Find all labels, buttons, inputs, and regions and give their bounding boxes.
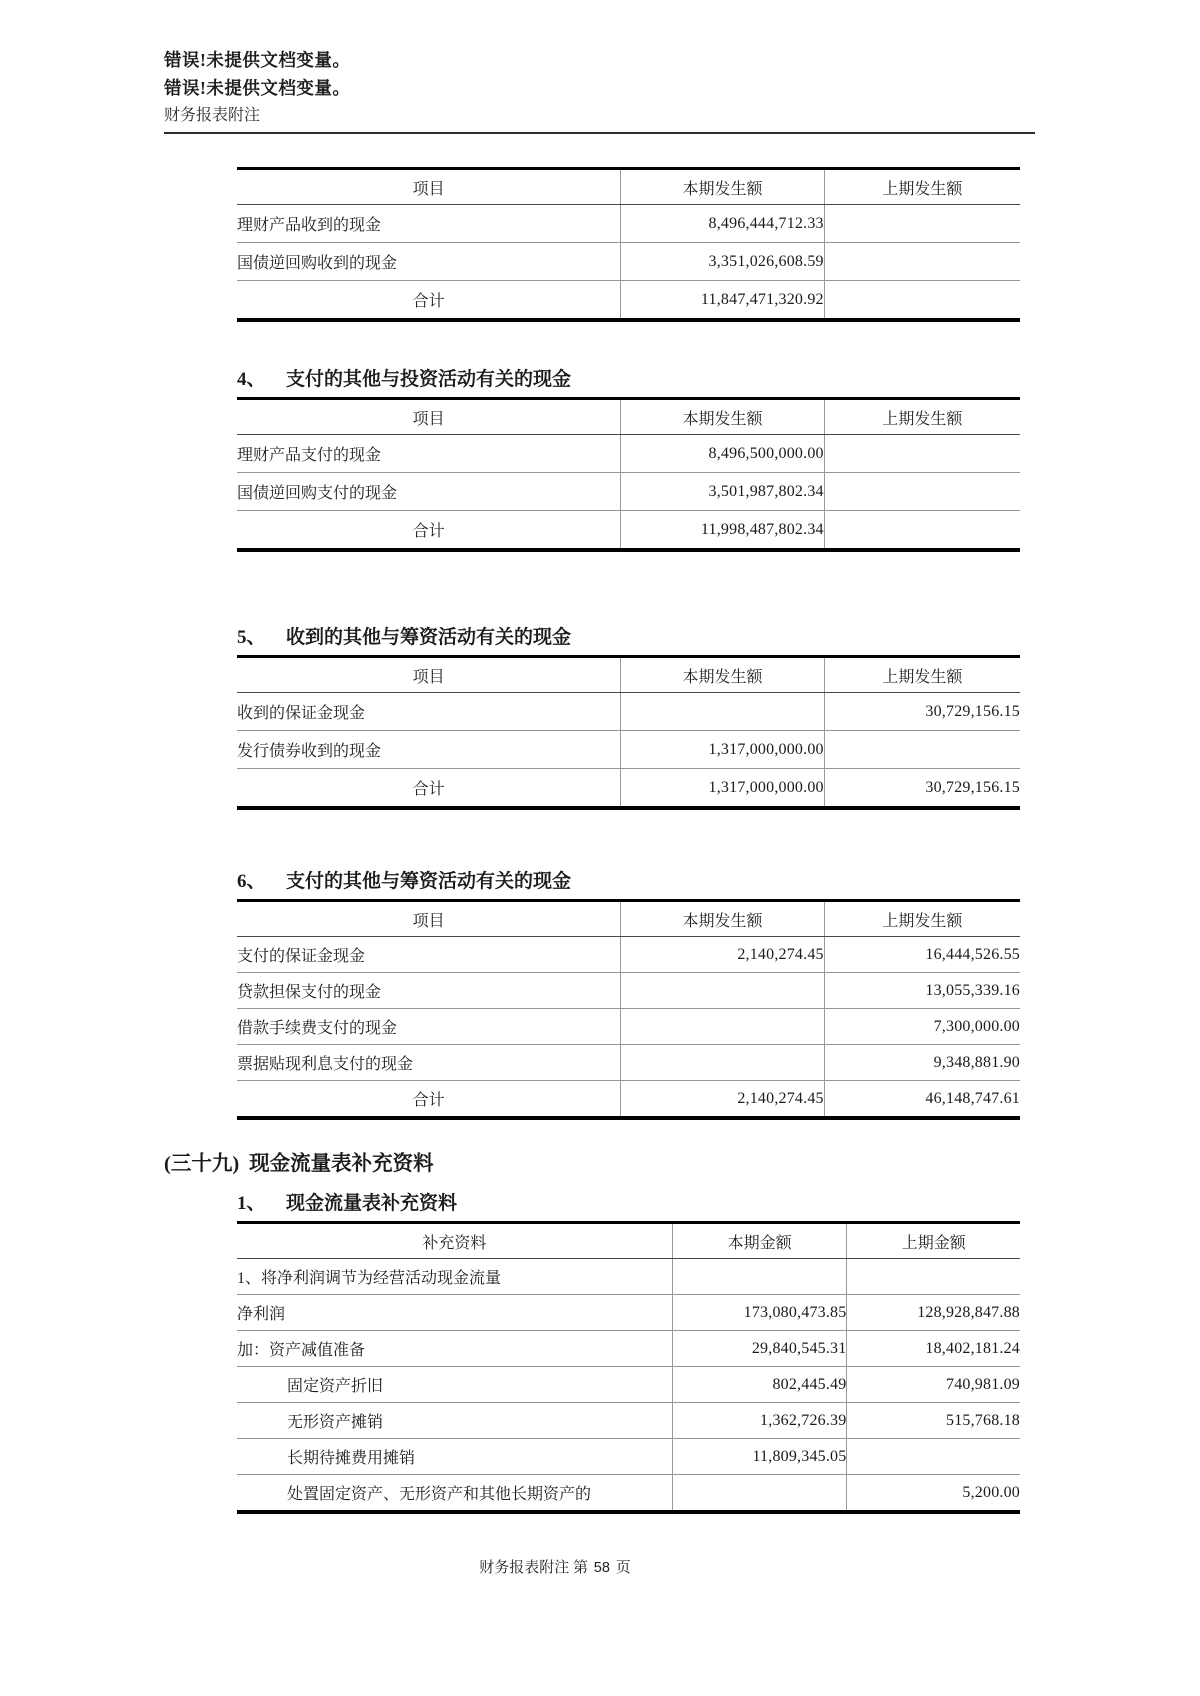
cell-prior-value [824,435,1020,473]
cell-current-value [672,1259,847,1295]
cell-prior-value: 30,729,156.15 [824,769,1020,809]
table-total-row [237,281,1020,321]
cell-total-label: 合计 [237,1081,621,1119]
table-header-row [237,1223,1020,1259]
cell-prior-value: 46,148,747.61 [824,1081,1020,1119]
cell-current-value [621,1009,825,1045]
cell-current-value: 173,080,473.85 [672,1295,847,1331]
table-row [237,1331,1020,1367]
cell-prior-value: 16,444,526.55 [824,937,1020,973]
cell-item-label: 长期待摊费用摊销 [237,1439,672,1475]
cell-prior-value: 7,300,000.00 [824,1009,1020,1045]
cell-prior-value [824,243,1020,281]
cell-item-label: 处置固定资产、无形资产和其他长期资产的 [237,1475,672,1513]
section-heading-39 [164,1146,1200,1176]
table-row [237,973,1020,1009]
table-header-row [237,657,1020,693]
column-header-current-period: 本期发生额 [621,901,825,937]
cell-prior-value: 128,928,847.88 [847,1295,1020,1331]
column-header-item: 项目 [237,901,621,937]
table-row [237,473,1020,511]
cell-current-value: 11,998,487,802.34 [621,511,825,551]
table-other-cash-received-financing [237,655,1020,810]
cell-current-value [672,1475,847,1513]
table-header-row [237,399,1020,435]
cell-item-label: 借款手续费支付的现金 [237,1009,621,1045]
cell-current-value: 11,847,471,320.92 [621,281,825,321]
cell-item-label: 票据贴现利息支付的现金 [237,1045,621,1081]
cell-item-label: 理财产品支付的现金 [237,447,382,465]
footer-label: 财务报表附注 第 [479,1560,589,1577]
cell-current-value: 2,140,274.45 [621,1081,825,1119]
section-title: 现金流量表补充资料 [249,1153,434,1176]
cell-prior-value: 9,348,881.90 [824,1045,1020,1081]
cell-current-value: 3,351,026,608.59 [621,243,825,281]
table-total-row [237,511,1020,551]
table-header-row [237,169,1020,205]
cell-current-value [621,973,825,1009]
cell-total-label: 合计 [237,511,621,551]
page-footer [0,1556,1110,1577]
section-title: 收到的其他与筹资活动有关的现金 [286,627,572,649]
cell-current-value: 3,501,987,802.34 [621,473,825,511]
cell-item-label: 国债逆回购收到的现金 [237,243,621,281]
table-row [237,937,1020,973]
table-row [237,1367,1020,1403]
table-row [237,1045,1020,1081]
cell-prior-value [824,473,1020,511]
cell-item-label: 支付的保证金现金 [237,948,366,966]
cell-current-value: 11,809,345.05 [672,1439,847,1475]
table-row [237,1403,1020,1439]
column-header-prior-period: 上期发生额 [824,169,1020,205]
cell-item-label: 发行债券收到的现金 [237,731,621,769]
table-total-row [237,1081,1020,1119]
cell-item-label: 国债逆回购支付的现金 [237,473,621,511]
cell-total-label: 合计 [237,769,621,809]
cell-current-value: 29,840,545.31 [672,1331,847,1367]
cell-prior-value [824,205,1020,243]
column-header-prior-period: 上期发生额 [824,399,1020,435]
page-header [164,0,1200,128]
header-subtitle: 财务报表附注 [164,106,261,124]
cell-prior-value: 13,055,339.16 [824,973,1020,1009]
column-header-item: 项目 [237,169,621,205]
section-number: 5、 [237,627,266,649]
table-cash-flow-supplement [237,1221,1020,1514]
cell-item-label: 理财产品收到的现金 [237,217,382,235]
cell-item-label: 加：资产减值准备 [237,1331,672,1367]
table-row [237,693,1020,731]
section-title: 现金流量表补充资料 [286,1193,458,1215]
section-number: 6、 [237,871,266,893]
section-heading-5 [237,622,1020,649]
column-header-prior-period: 上期发生额 [824,657,1020,693]
cell-prior-value [824,511,1020,551]
column-header-current-period: 本期发生额 [621,657,825,693]
cell-item-label: 固定资产折旧 [237,1367,672,1403]
table-row [237,1259,1020,1295]
header-divider-line [164,132,1035,134]
cell-item-label: 1、将净利润调节为经营活动现金流量 [237,1270,502,1288]
column-header-item: 项目 [237,399,621,435]
column-header-prior-period: 上期金额 [847,1223,1020,1259]
section-title: 支付的其他与筹资活动有关的现金 [286,871,572,893]
section-number: 1、 [237,1193,266,1215]
cell-item-label: 净利润 [237,1295,672,1331]
cell-prior-value [847,1259,1020,1295]
cell-item-label: 贷款担保支付的现金 [237,973,621,1009]
section-title: 支付的其他与投资活动有关的现金 [286,369,572,391]
column-header-current-period: 本期发生额 [621,399,825,435]
cell-prior-value: 515,768.18 [847,1403,1020,1439]
cell-total-label: 合计 [237,281,621,321]
cell-prior-value: 30,729,156.15 [824,693,1020,731]
doc-variable-error-line-1: 错误!未提供文档变量。 [164,50,351,70]
cell-prior-value: 5,200.00 [847,1475,1020,1513]
table-other-cash-paid-financing [237,899,1020,1120]
cell-item-label: 收到的保证金现金 [237,705,366,723]
table-header-row [237,901,1020,937]
table-row [237,731,1020,769]
cell-current-value: 802,445.49 [672,1367,847,1403]
subsection-heading-1 [237,1188,1020,1215]
cell-prior-value: 18,402,181.24 [847,1331,1020,1367]
column-header-prior-period: 上期发生额 [824,901,1020,937]
table-total-row [237,769,1020,809]
table-other-cash-paid-investing [237,397,1020,552]
cell-current-value [621,1045,825,1081]
cell-current-value: 1,362,726.39 [672,1403,847,1439]
doc-variable-error-line-2: 错误!未提供文档变量。 [164,78,351,99]
footer-label-suffix: 页 [615,1560,631,1577]
section-heading-6 [237,866,1020,893]
column-header-current-period: 本期金额 [672,1223,847,1259]
column-header-item: 补充资料 [237,1223,672,1259]
cell-prior-value [824,281,1020,321]
cell-prior-value [847,1439,1020,1475]
cell-current-value: 8,496,444,712.33 [621,205,825,243]
column-header-current-period: 本期发生额 [621,169,825,205]
table-row [237,1439,1020,1475]
cell-current-value: 8,496,500,000.00 [621,435,825,473]
table-row [237,243,1020,281]
table-other-cash-received-investing [237,167,1020,322]
table-row [237,1475,1020,1513]
column-header-item: 项目 [237,657,621,693]
table-row [237,205,1020,243]
cell-current-value: 2,140,274.45 [621,937,825,973]
cell-current-value: 1,317,000,000.00 [621,769,825,809]
section-heading-4 [237,364,1020,391]
cell-current-value: 1,317,000,000.00 [621,731,825,769]
cell-prior-value [824,731,1020,769]
cell-prior-value: 740,981.09 [847,1367,1020,1403]
cell-current-value [621,693,825,731]
section-number: 4、 [237,369,266,391]
section-number: (三十九) [164,1153,240,1176]
table-row [237,1009,1020,1045]
footer-page-number: 58 [593,1560,610,1577]
cell-item-label: 无形资产摊销 [237,1403,672,1439]
table-row [237,435,1020,473]
table-row [237,1295,1020,1331]
